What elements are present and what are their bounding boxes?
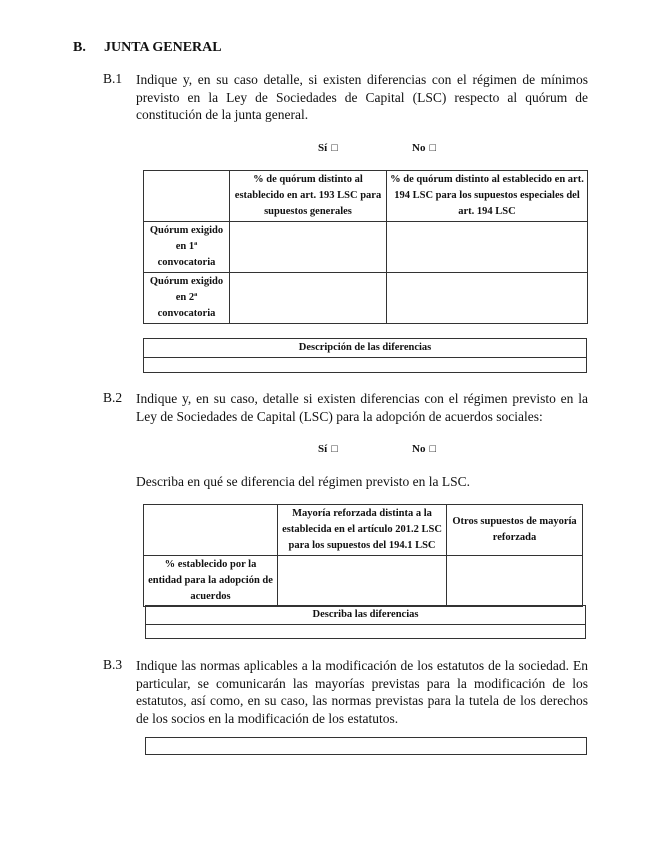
table-cell[interactable] (447, 556, 583, 607)
b2-col1-header: Mayoría reforzada distinta a la establecida en el artículo 201.2 LSC para los supuestos del 194.1 LSC (278, 505, 447, 556)
b2-text: Indique y, en su caso, detalle si existen diferencias con el régimen previsto en la Ley de Sociedades de Capital (LSC) para la adopción de acuerdos sociales: (136, 391, 588, 424)
b2-majority-table (143, 504, 583, 607)
table-corner-cell (144, 505, 278, 556)
b2-row1-header: % establecido por la entidad para la adopción de acuerdos (144, 556, 278, 607)
b1-si-option[interactable] (318, 142, 338, 154)
section-letter: B. (73, 40, 86, 55)
table-cell[interactable] (387, 273, 588, 324)
b1-col1-header: % de quórum distinto al establecido en art. 193 LSC para supuestos generales (230, 171, 387, 222)
b1-col2-header: % de quórum distinto al establecido en art. 194 LSC para los supuestos especiales del art. 194 LSC (387, 171, 588, 222)
b1-number: B.1 (103, 71, 123, 86)
checkbox-icon[interactable]: □ (429, 142, 437, 154)
checkbox-icon[interactable]: □ (331, 443, 338, 455)
checkbox-icon[interactable]: □ (331, 142, 338, 154)
b2-description-box (145, 605, 586, 639)
table-cell[interactable] (278, 556, 447, 607)
b1-si-label: Sí (318, 142, 328, 154)
b2-describe-text: Describa en qué se diferencia del régimen previsto en la LSC. (136, 474, 470, 489)
table-cell[interactable] (230, 273, 387, 324)
b1-quorum-table (143, 170, 588, 324)
b3-text: Indique las normas aplicables a la modificación de los estatutos de la sociedad. En particular, se comunicarán las mayorías previstas para la modificación de los estatutos, así como, en su caso, las normas previstas para la tutela de los derechos de los socios en la modificación de los estatutos. (136, 658, 588, 727)
b2-col2-header: Otros supuestos de mayoría reforzada (447, 505, 583, 556)
b3-answer-box[interactable] (145, 737, 587, 755)
b1-row2-header: Quórum exigido en 2ª convocatoria (144, 273, 230, 324)
checkbox-icon[interactable]: □ (429, 443, 437, 455)
table-cell[interactable] (230, 222, 387, 273)
table-cell[interactable] (387, 222, 588, 273)
b1-no-label: No (412, 142, 426, 154)
b2-number: B.2 (103, 390, 123, 405)
b2-si-option[interactable] (318, 443, 338, 455)
b2-no-option[interactable] (412, 443, 436, 455)
b1-text: Indique y, en su caso detalle, si existen diferencias con el régimen de mínimos previsto en la Ley de Sociedades de Capital (LSC) respecto al quórum de constitución de la junta general. (136, 72, 588, 123)
table-corner-cell (144, 171, 230, 222)
b2-si-label: Sí (318, 443, 328, 455)
section-title: JUNTA GENERAL (104, 40, 222, 55)
b3-number: B.3 (103, 657, 123, 672)
b2-description-header: Describa las diferencias (146, 606, 585, 625)
b1-row1-header: Quórum exigido en 1ª convocatoria (144, 222, 230, 273)
b1-description-header: Descripción de las diferencias (144, 339, 586, 358)
b1-no-option[interactable] (412, 142, 436, 154)
b2-no-label: No (412, 443, 426, 455)
b1-description-box (143, 338, 587, 373)
